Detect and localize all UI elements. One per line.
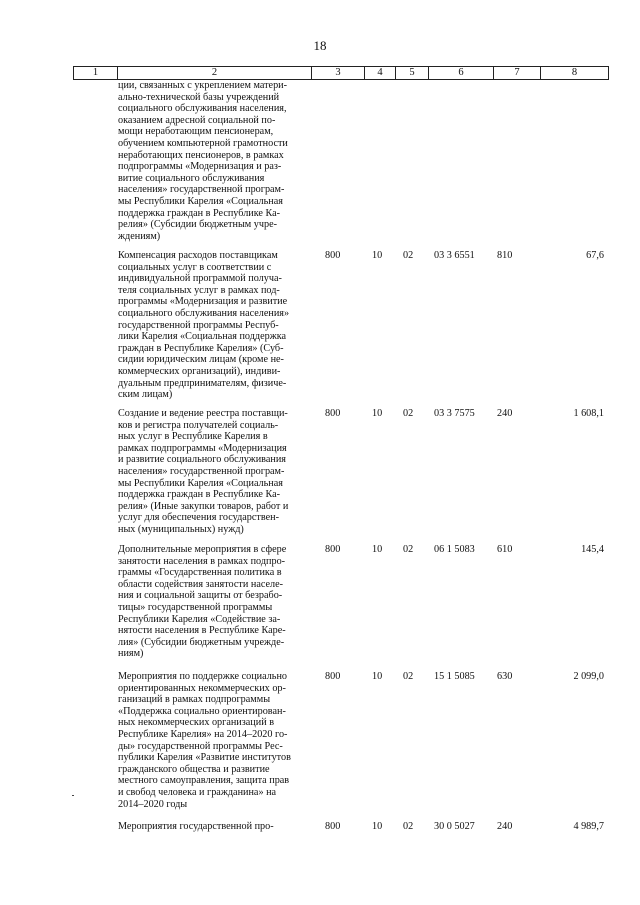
page-number: 18 <box>313 38 327 53</box>
row-description: Мероприятия государственной про- <box>118 821 274 832</box>
cell-col5: 02 <box>403 671 414 682</box>
row-description: ции, связанных с укреплением матери- ально-технической базы учреждений социального обслуживания населения, оказанием адресной социальной по- мощи неработающим пенсионерам, обучением компьютерной грамотности неработающих пенсионеров, в рамках подпрограммы «Модернизация и раз- витие социального обслуживания населения» государственной програм- мы Республики Карелия «Социальная поддержка граждан в Республике Ка- релия» (Субсидии бюджетным учре- ждениям) <box>118 80 288 242</box>
cell-col7: 240 <box>497 821 513 832</box>
stray-mark <box>72 795 74 796</box>
cell-col8: 4 989,7 <box>573 821 604 832</box>
cell-col6: 30 0 5027 <box>434 821 475 832</box>
cell-col4: 10 <box>372 544 383 555</box>
column-header-row <box>73 66 609 80</box>
cell-col8: 2 099,0 <box>573 671 604 682</box>
cell-col5: 02 <box>403 250 414 261</box>
row-description: Компенсация расходов поставщикам социальных услуг в соответствии с индивидуальной программой получа- теля социальных услуг в рамках под- программы «Модернизация и развитие социального обслуживания населения» государственной программы Респуб- лики Карелия «Социальная поддержка граждан в Республике Карелия» (Суб- сидии юридическим лицам (кроме не- коммерческих организаций), индиви- дуальным предпринимателям, физиче- ским лицам) <box>118 250 290 401</box>
cell-col8: 67,6 <box>586 250 604 261</box>
table-row <box>0 671 640 821</box>
cell-col6: 15 1 5085 <box>434 671 475 682</box>
cell-col3: 800 <box>325 408 341 419</box>
column-header-7: 7 <box>494 67 541 80</box>
column-header-6: 6 <box>429 67 494 80</box>
column-header-1: 1 <box>74 67 118 80</box>
cell-col4: 10 <box>372 408 383 419</box>
column-header-5: 5 <box>396 67 429 80</box>
table-row <box>0 821 640 841</box>
cell-col7: 240 <box>497 408 513 419</box>
column-header-8: 8 <box>541 67 609 80</box>
cell-col3: 800 <box>325 544 341 555</box>
cell-col8: 145,4 <box>581 544 604 555</box>
cell-col5: 02 <box>403 544 414 555</box>
cell-col3: 800 <box>325 671 341 682</box>
table-row <box>0 408 640 544</box>
column-header-4: 4 <box>365 67 396 80</box>
cell-col4: 10 <box>372 821 383 832</box>
table-row <box>0 544 640 671</box>
cell-col5: 02 <box>403 821 414 832</box>
row-description: Мероприятия по поддержке социально ориентированных некоммерческих ор- ганизаций в рамках подпрограммы «Поддержка социально ориентирован- ных некоммерческих организаций в Республике Карелия» на 2014–2020 го- ды» государственной программы Рес- публики Карелия «Развитие институтов гражданского общества и развитие местного самоуправления, защита прав и свобод человека и гражданина» на 2014–2020 годы <box>118 671 291 810</box>
cell-col7: 610 <box>497 544 513 555</box>
cell-col8: 1 608,1 <box>573 408 604 419</box>
cell-col7: 630 <box>497 671 513 682</box>
cell-col3: 800 <box>325 821 341 832</box>
cell-col4: 10 <box>372 250 383 261</box>
column-header-3: 3 <box>312 67 365 80</box>
row-description: Дополнительные мероприятия в сфере занятости населения в рамках подпро- граммы «Государственная политика в области содействия занятости населе- ния и социальной защиты от безрабо- тицы» государственной программы Республики Карелия «Содействие за- нятости населения в Республике Каре- лия» (Субсидии бюджетным учрежде- ниям) <box>118 544 287 660</box>
budget-table-body <box>0 80 640 841</box>
table-row <box>0 250 640 408</box>
cell-col3: 800 <box>325 250 341 261</box>
cell-col7: 810 <box>497 250 513 261</box>
cell-col4: 10 <box>372 671 383 682</box>
cell-col6: 03 3 6551 <box>434 250 475 261</box>
table-row <box>0 80 640 250</box>
cell-col5: 02 <box>403 408 414 419</box>
row-description: Создание и ведение реестра поставщи- ков и регистра получателей социаль- ных услуг в Республике Карелия в рамках подпрограммы «Модернизация и развитие социального обслуживания населения» государственной програм- мы Республики Карелия «Социальная поддержка граждан в Республике Ка- релия» (Иные закупки товаров, работ и услуг для обеспечения государствен- ных (муниципальных) нужд) <box>118 408 289 535</box>
column-header-2: 2 <box>118 67 312 80</box>
cell-col6: 03 3 7575 <box>434 408 475 419</box>
cell-col6: 06 1 5083 <box>434 544 475 555</box>
